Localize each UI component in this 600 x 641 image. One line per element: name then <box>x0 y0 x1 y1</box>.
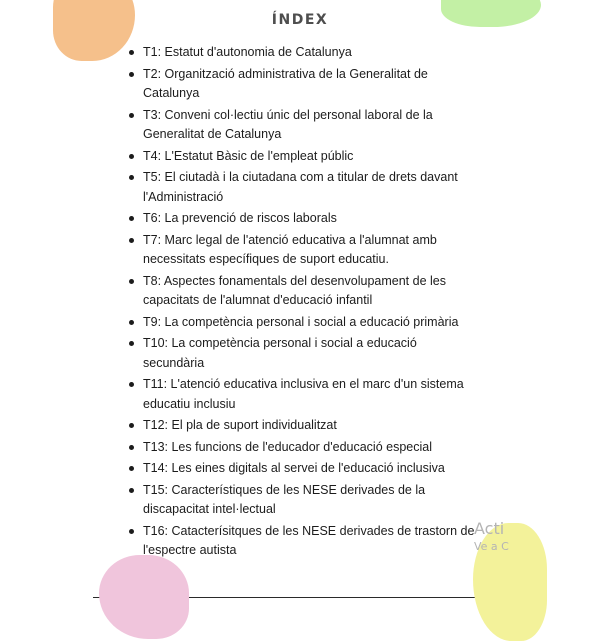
bullet-icon <box>129 466 134 471</box>
index-item-t12 <box>129 416 479 436</box>
index-item-t5 <box>129 168 479 207</box>
watermark-line-2: Ve a C <box>474 540 509 553</box>
index-item-text: T2: Organització administrativa de la Generalitat de Catalunya <box>143 66 428 100</box>
bullet-icon <box>129 238 134 243</box>
index-item-text: T13: Les funcions de l'educador d'educació especial <box>143 439 432 454</box>
index-item-text: T6: La prevenció de riscos laborals <box>143 211 337 225</box>
index-item-t3 <box>129 106 479 145</box>
index-title: ÍNDEX <box>271 12 329 28</box>
index-item-text: T10: La competència personal i social a educació secundària <box>143 336 417 370</box>
index-item-text: T12: El pla de suport individualitzat <box>143 418 337 432</box>
bullet-icon <box>129 445 134 450</box>
index-item-text: T16: Catacterísitques de les NESE derivades de trastorn de l'espectre autista <box>143 523 475 557</box>
index-item-t7 <box>129 231 479 270</box>
bullet-icon <box>129 50 134 55</box>
index-item-t1 <box>129 43 479 63</box>
index-item-text: T7: Marc legal de l'atenció educativa a l'alumnat amb necessitats específiques de suport educatiu. <box>143 232 437 266</box>
bullet-icon <box>129 216 134 221</box>
index-item-t16 <box>129 522 479 561</box>
index-item-t15 <box>129 481 479 520</box>
index-item-text: T9: La competència personal i social a educació primària <box>143 314 459 329</box>
bullet-icon <box>129 113 134 118</box>
document-page <box>93 3 507 598</box>
index-item-text: T8: Aspectes fonamentals del desenvolupament de les capacitats de l'alumnat d'educació infantil <box>143 273 446 307</box>
bullet-icon <box>129 488 134 493</box>
bullet-icon <box>129 341 134 346</box>
watermark-line-1: Acti <box>474 519 505 538</box>
activation-watermark <box>474 518 509 554</box>
index-item-t2 <box>129 65 479 104</box>
bullet-icon <box>129 423 134 428</box>
index-item-t11 <box>129 375 479 414</box>
index-list <box>129 43 479 563</box>
orange-decoration <box>53 0 135 61</box>
index-item-t4 <box>129 147 479 167</box>
index-item-t10 <box>129 334 479 373</box>
bullet-icon <box>129 154 134 159</box>
index-item-t14 <box>129 459 479 479</box>
index-item-t13 <box>129 438 479 458</box>
index-item-text: T4: L'Estatut Bàsic de l'empleat públic <box>143 148 354 163</box>
index-item-t9 <box>129 313 479 333</box>
bullet-icon <box>129 529 134 534</box>
bullet-icon <box>129 175 134 180</box>
bullet-icon <box>129 279 134 284</box>
index-item-t6 <box>129 209 479 229</box>
bullet-icon <box>129 72 134 77</box>
index-item-text: T15: Característiques de les NESE derivades de la discapacitat intel·lectual <box>143 482 426 516</box>
index-item-text: T5: El ciutadà i la ciutadana com a titular de drets davant l'Administració <box>143 170 458 204</box>
index-item-text: T3: Conveni col·lectiu únic del personal laboral de la Generalitat de Catalunya <box>143 107 433 141</box>
index-item-text: T14: Les eines digitals al servei de l'educació inclusiva <box>143 461 445 475</box>
index-item-text: T11: L'atenció educativa inclusiva en el marc d'un sistema educatiu inclusiu <box>143 377 464 411</box>
index-item-text: T1: Estatut d'autonomia de Catalunya <box>143 45 352 59</box>
bullet-icon <box>129 382 134 387</box>
pink-decoration <box>99 555 189 639</box>
bullet-icon <box>129 320 134 325</box>
index-item-t8 <box>129 272 479 311</box>
